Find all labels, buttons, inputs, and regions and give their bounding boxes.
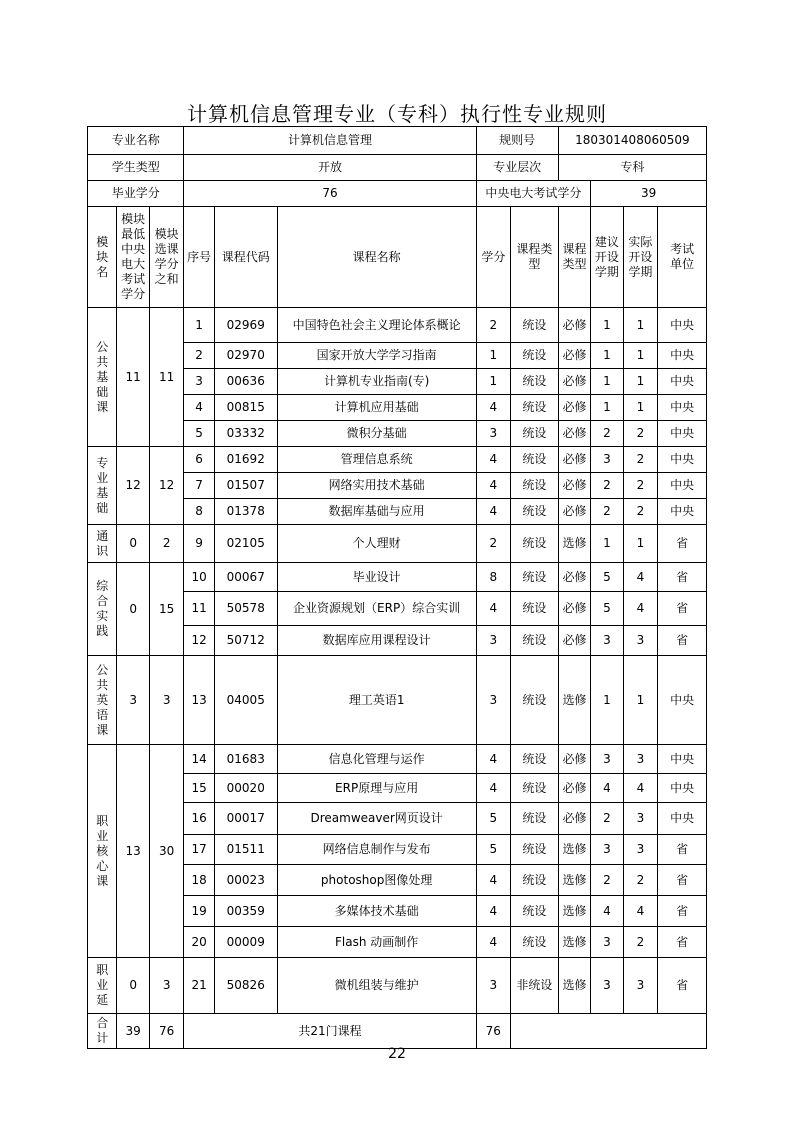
- course-name: 个人理财: [277, 525, 476, 563]
- module-min-central: 0: [117, 958, 149, 1014]
- total-min-central: 39: [117, 1014, 149, 1049]
- course-exam-unit: 中央: [658, 421, 707, 447]
- course-name: 数据库应用课程设计: [277, 626, 476, 656]
- course-seq: 15: [184, 774, 214, 803]
- module-elective-sum: 30: [149, 745, 184, 958]
- course-name: Flash 动画制作: [277, 927, 476, 958]
- course-actual-term: 4: [623, 896, 657, 927]
- course-actual-term: 3: [623, 958, 657, 1014]
- course-actual-term: 4: [623, 592, 657, 626]
- course-code: 00636: [214, 369, 277, 395]
- module-elective-sum: 12: [149, 447, 184, 525]
- course-exam-unit: 中央: [658, 308, 707, 343]
- course-exam-unit: 省: [658, 958, 707, 1014]
- course-category: 统设: [511, 626, 559, 656]
- course-seq: 5: [184, 421, 214, 447]
- course-type: 必修: [558, 473, 590, 499]
- course-seq: 7: [184, 473, 214, 499]
- course-exam-unit: 省: [658, 835, 707, 865]
- module-min-central: 12: [117, 447, 149, 525]
- course-suggested-term: 2: [591, 865, 623, 896]
- course-category: 统设: [511, 343, 559, 369]
- course-category: 统设: [511, 525, 559, 563]
- course-type: 必修: [558, 421, 590, 447]
- module-min-central: 3: [117, 656, 149, 745]
- course-type: 必修: [558, 343, 590, 369]
- course-row: [88, 308, 707, 343]
- course-credit: 4: [476, 896, 510, 927]
- course-suggested-term: 4: [591, 896, 623, 927]
- header-course-name: 课程名称: [277, 207, 476, 308]
- total-label: 合 计: [88, 1014, 117, 1049]
- course-name: 国家开放大学学习指南: [277, 343, 476, 369]
- course-type: 必修: [558, 803, 590, 835]
- course-seq: 3: [184, 369, 214, 395]
- course-name: 网络实用技术基础: [277, 473, 476, 499]
- course-exam-unit: 中央: [658, 343, 707, 369]
- course-code: 00815: [214, 395, 277, 421]
- course-type: 必修: [558, 592, 590, 626]
- course-credit: 4: [476, 927, 510, 958]
- total-summary: 共21门课程: [184, 1014, 476, 1049]
- course-credit: 2: [476, 308, 510, 343]
- course-type: 选修: [558, 525, 590, 563]
- course-seq: 20: [184, 927, 214, 958]
- course-category: 统设: [511, 803, 559, 835]
- course-exam-unit: 中央: [658, 369, 707, 395]
- header-credit: 学分: [476, 207, 510, 308]
- course-code: 01692: [214, 447, 277, 473]
- course-actual-term: 3: [623, 745, 657, 774]
- course-name: ERP原理与应用: [277, 774, 476, 803]
- course-seq: 12: [184, 626, 214, 656]
- course-code: 00359: [214, 896, 277, 927]
- course-category: 统设: [511, 473, 559, 499]
- course-name: 毕业设计: [277, 563, 476, 592]
- course-credit: 3: [476, 958, 510, 1014]
- course-exam-unit: 省: [658, 563, 707, 592]
- course-seq: 1: [184, 308, 214, 343]
- course-type: 必修: [558, 369, 590, 395]
- module-elective-sum: 3: [149, 656, 184, 745]
- course-category: 统设: [511, 308, 559, 343]
- page-title: 计算机信息管理专业（专科）执行性专业规则: [187, 102, 607, 126]
- course-credit: 1: [476, 369, 510, 395]
- course-code: 00020: [214, 774, 277, 803]
- course-category: 统设: [511, 369, 559, 395]
- central-credit-label: 中央电大考试学分: [476, 181, 591, 207]
- course-suggested-term: 5: [591, 592, 623, 626]
- total-elective-sum: 76: [149, 1014, 184, 1049]
- course-code: 01378: [214, 499, 277, 525]
- course-actual-term: 2: [623, 473, 657, 499]
- course-suggested-term: 1: [591, 369, 623, 395]
- header-row: [88, 207, 707, 308]
- course-type: 必修: [558, 308, 590, 343]
- major-value: 计算机信息管理: [184, 127, 476, 155]
- course-exam-unit: 中央: [658, 473, 707, 499]
- course-suggested-term: 2: [591, 803, 623, 835]
- course-code: 02969: [214, 308, 277, 343]
- header-exam-unit: 考试 单位: [658, 207, 707, 308]
- course-category: 统设: [511, 447, 559, 473]
- course-name: 信息化管理与运作: [277, 745, 476, 774]
- course-exam-unit: 中央: [658, 745, 707, 774]
- course-actual-term: 3: [623, 803, 657, 835]
- module-elective-sum: 15: [149, 563, 184, 656]
- course-actual-term: 1: [623, 308, 657, 343]
- course-actual-term: 2: [623, 447, 657, 473]
- course-suggested-term: 1: [591, 525, 623, 563]
- level-value: 专科: [558, 155, 706, 181]
- total-credit: 76: [476, 1014, 510, 1049]
- course-type: 必修: [558, 626, 590, 656]
- course-type: 选修: [558, 656, 590, 745]
- course-exam-unit: 省: [658, 626, 707, 656]
- course-seq: 2: [184, 343, 214, 369]
- course-code: 50712: [214, 626, 277, 656]
- course-actual-term: 2: [623, 865, 657, 896]
- course-code: 50578: [214, 592, 277, 626]
- course-exam-unit: 中央: [658, 774, 707, 803]
- header-elective-sum: 模块 选课 学分 之和: [149, 207, 184, 308]
- course-code: 02970: [214, 343, 277, 369]
- total-blank: [511, 1014, 707, 1049]
- course-name: 管理信息系统: [277, 447, 476, 473]
- course-credit: 5: [476, 803, 510, 835]
- module-name: 公 共 基 础 课: [88, 308, 117, 447]
- course-category: 统设: [511, 421, 559, 447]
- module-name: 公 共 英 语 课: [88, 656, 117, 745]
- module-min-central: 0: [117, 563, 149, 656]
- course-exam-unit: 省: [658, 927, 707, 958]
- course-name: 微积分基础: [277, 421, 476, 447]
- student-type-label: 学生类型: [88, 155, 184, 181]
- header-course-type: 课程 类型: [558, 207, 590, 308]
- course-type: 选修: [558, 835, 590, 865]
- course-seq: 19: [184, 896, 214, 927]
- course-code: 04005: [214, 656, 277, 745]
- course-seq: 17: [184, 835, 214, 865]
- course-code: 00009: [214, 927, 277, 958]
- course-code: 01683: [214, 745, 277, 774]
- course-code: 50826: [214, 958, 277, 1014]
- course-suggested-term: 3: [591, 626, 623, 656]
- page-number: 22: [388, 1046, 406, 1062]
- module-min-central: 0: [117, 525, 149, 563]
- course-credit: 5: [476, 835, 510, 865]
- course-seq: 11: [184, 592, 214, 626]
- course-exam-unit: 省: [658, 525, 707, 563]
- course-type: 必修: [558, 395, 590, 421]
- course-exam-unit: 中央: [658, 499, 707, 525]
- course-credit: 4: [476, 395, 510, 421]
- header-suggested-term: 建议 开设 学期: [591, 207, 623, 308]
- course-type: 选修: [558, 958, 590, 1014]
- module-name: 专 业 基 础: [88, 447, 117, 525]
- course-type: 必修: [558, 745, 590, 774]
- course-category: 统设: [511, 563, 559, 592]
- course-suggested-term: 2: [591, 499, 623, 525]
- grad-credit-label: 毕业学分: [88, 181, 184, 207]
- course-suggested-term: 3: [591, 835, 623, 865]
- header-module-name: 模 块 名: [88, 207, 117, 308]
- course-suggested-term: 3: [591, 745, 623, 774]
- course-code: 02105: [214, 525, 277, 563]
- course-category: 统设: [511, 395, 559, 421]
- module-elective-sum: 11: [149, 308, 184, 447]
- course-exam-unit: 中央: [658, 395, 707, 421]
- course-category: 统设: [511, 835, 559, 865]
- course-actual-term: 2: [623, 499, 657, 525]
- course-credit: 3: [476, 656, 510, 745]
- course-row: [88, 745, 707, 774]
- course-exam-unit: 中央: [658, 447, 707, 473]
- course-category: 统设: [511, 592, 559, 626]
- course-seq: 4: [184, 395, 214, 421]
- course-seq: 18: [184, 865, 214, 896]
- header-seq: 序号: [184, 207, 214, 308]
- module-elective-sum: 2: [149, 525, 184, 563]
- major-label: 专业名称: [88, 127, 184, 155]
- course-category: 非统设: [511, 958, 559, 1014]
- course-credit: 8: [476, 563, 510, 592]
- module-name: 综 合 实 践: [88, 563, 117, 656]
- course-suggested-term: 2: [591, 473, 623, 499]
- course-suggested-term: 1: [591, 308, 623, 343]
- rule-no-label: 规则号: [476, 127, 558, 155]
- module-name: 通 识: [88, 525, 117, 563]
- course-name: 数据库基础与应用: [277, 499, 476, 525]
- course-credit: 4: [476, 865, 510, 896]
- course-code: 00067: [214, 563, 277, 592]
- course-type: 必修: [558, 563, 590, 592]
- module-min-central: 13: [117, 745, 149, 958]
- course-actual-term: 1: [623, 395, 657, 421]
- course-name: 微机组装与维护: [277, 958, 476, 1014]
- course-credit: 4: [476, 447, 510, 473]
- course-seq: 6: [184, 447, 214, 473]
- course-credit: 3: [476, 421, 510, 447]
- course-exam-unit: 中央: [658, 656, 707, 745]
- course-code: 03332: [214, 421, 277, 447]
- course-suggested-term: 1: [591, 656, 623, 745]
- course-type: 选修: [558, 896, 590, 927]
- course-actual-term: 1: [623, 656, 657, 745]
- course-actual-term: 4: [623, 563, 657, 592]
- course-actual-term: 3: [623, 626, 657, 656]
- header-actual-term: 实际 开设 学期: [623, 207, 657, 308]
- course-suggested-term: 4: [591, 774, 623, 803]
- course-category: 统设: [511, 896, 559, 927]
- course-seq: 9: [184, 525, 214, 563]
- course-type: 必修: [558, 499, 590, 525]
- course-category: 统设: [511, 927, 559, 958]
- course-category: 统设: [511, 865, 559, 896]
- student-type-value: 开放: [184, 155, 476, 181]
- course-credit: 4: [476, 473, 510, 499]
- course-seq: 13: [184, 656, 214, 745]
- course-code: 01511: [214, 835, 277, 865]
- course-exam-unit: 省: [658, 592, 707, 626]
- course-category: 统设: [511, 745, 559, 774]
- course-suggested-term: 2: [591, 421, 623, 447]
- header-min-central: 模块 最低 中央 电大 考试 学分: [117, 207, 149, 308]
- course-seq: 16: [184, 803, 214, 835]
- course-row: [88, 656, 707, 745]
- course-code: 00017: [214, 803, 277, 835]
- course-row: [88, 447, 707, 473]
- course-name: 企业资源规划（ERP）综合实训: [277, 592, 476, 626]
- total-row: [88, 1014, 707, 1049]
- header-course-cat: 课程类 型: [511, 207, 559, 308]
- course-credit: 4: [476, 774, 510, 803]
- course-name: 计算机专业指南(专): [277, 369, 476, 395]
- course-suggested-term: 5: [591, 563, 623, 592]
- course-code: 01507: [214, 473, 277, 499]
- course-suggested-term: 3: [591, 958, 623, 1014]
- rule-no-value: 180301408060509: [558, 127, 706, 155]
- course-seq: 14: [184, 745, 214, 774]
- course-actual-term: 3: [623, 835, 657, 865]
- course-suggested-term: 1: [591, 343, 623, 369]
- course-actual-term: 1: [623, 343, 657, 369]
- course-code: 00023: [214, 865, 277, 896]
- course-credit: 3: [476, 626, 510, 656]
- central-credit-value: 39: [591, 181, 707, 207]
- course-type: 选修: [558, 927, 590, 958]
- course-exam-unit: 省: [658, 865, 707, 896]
- course-suggested-term: 1: [591, 395, 623, 421]
- course-category: 统设: [511, 774, 559, 803]
- course-seq: 8: [184, 499, 214, 525]
- course-actual-term: 2: [623, 927, 657, 958]
- course-actual-term: 1: [623, 369, 657, 395]
- course-type: 必修: [558, 774, 590, 803]
- course-credit: 1: [476, 343, 510, 369]
- module-elective-sum: 3: [149, 958, 184, 1014]
- course-name: 网络信息制作与发布: [277, 835, 476, 865]
- course-credit: 4: [476, 592, 510, 626]
- course-actual-term: 2: [623, 421, 657, 447]
- course-suggested-term: 3: [591, 447, 623, 473]
- course-type: 选修: [558, 865, 590, 896]
- course-seq: 21: [184, 958, 214, 1014]
- course-name: 多媒体技术基础: [277, 896, 476, 927]
- course-category: 统设: [511, 656, 559, 745]
- course-credit: 4: [476, 499, 510, 525]
- course-row: [88, 958, 707, 1014]
- course-name: 理工英语1: [277, 656, 476, 745]
- course-row: [88, 563, 707, 592]
- curriculum-table: [87, 126, 707, 1049]
- course-row: [88, 525, 707, 563]
- course-name: 计算机应用基础: [277, 395, 476, 421]
- course-name: Dreamweaver网页设计: [277, 803, 476, 835]
- course-credit: 2: [476, 525, 510, 563]
- module-name: 职 业 延: [88, 958, 117, 1014]
- course-name: photoshop图像处理: [277, 865, 476, 896]
- course-actual-term: 1: [623, 525, 657, 563]
- level-label: 专业层次: [476, 155, 558, 181]
- course-exam-unit: 中央: [658, 803, 707, 835]
- course-credit: 4: [476, 745, 510, 774]
- course-actual-term: 4: [623, 774, 657, 803]
- course-suggested-term: 3: [591, 927, 623, 958]
- header-code: 课程代码: [214, 207, 277, 308]
- course-seq: 10: [184, 563, 214, 592]
- course-category: 统设: [511, 499, 559, 525]
- module-min-central: 11: [117, 308, 149, 447]
- module-name: 职 业 核 心 课: [88, 745, 117, 958]
- grad-credit-value: 76: [184, 181, 476, 207]
- course-exam-unit: 省: [658, 896, 707, 927]
- course-name: 中国特色社会主义理论体系概论: [277, 308, 476, 343]
- course-type: 必修: [558, 447, 590, 473]
